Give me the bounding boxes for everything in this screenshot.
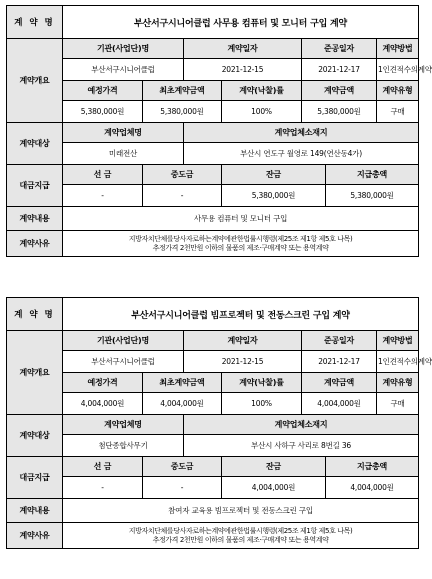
balance-value: 4,004,000원 [222, 477, 326, 499]
payment-label: 대금지급 [7, 165, 63, 207]
contract-date-value: 2021-12-15 [184, 59, 302, 81]
reason-line-2: 추정가격 2천만원 이하의 물품의 제조·구매계약 또는 용역계약 [152, 243, 329, 252]
estimated-price-header: 예정가격 [63, 373, 143, 393]
overview-label: 계약개요 [7, 39, 63, 123]
reason-value [63, 231, 419, 257]
contract-type-value: 구매 [377, 101, 419, 123]
contract-method-value: 1인견적수의계약 [377, 351, 419, 373]
vendor-address-header: 계약업체소재지 [184, 123, 419, 143]
agency-header: 기관(사업단)명 [63, 331, 184, 351]
target-label: 계약대상 [7, 415, 63, 457]
vendor-address-header: 계약업체소재지 [184, 415, 419, 435]
completion-date-value: 2021-12-17 [302, 59, 377, 81]
estimated-price-header: 예정가격 [63, 81, 143, 101]
interim-value: - [143, 185, 222, 207]
contract-amount-header: 계약금액 [302, 81, 377, 101]
balance-header: 잔금 [222, 165, 326, 185]
advance-header: 선 금 [63, 165, 143, 185]
completion-date-header: 준공일자 [302, 39, 377, 59]
contract-date-value: 2021-12-15 [184, 351, 302, 373]
advance-header: 선 금 [63, 457, 143, 477]
contract-type-value: 구매 [377, 393, 419, 415]
reason-label: 계약사유 [7, 523, 63, 549]
vendor-name-header: 계약업체명 [63, 415, 184, 435]
interim-header: 중도금 [143, 457, 222, 477]
content-value: 참여자 교육용 빔프로젝터 및 전동스크린 구입 [63, 499, 419, 523]
reason-line-1: 지방자치단체를당사자로하는계약에관한법률시행령(제25조 제1항 제5호 나목) [128, 526, 353, 535]
initial-amount-header: 최초계약금액 [143, 81, 222, 101]
agency-header: 기관(사업단)명 [63, 39, 184, 59]
advance-value: - [63, 477, 143, 499]
payment-label: 대금지급 [7, 457, 63, 499]
vendor-address-value: 부산시 사하구 사리로 8번길 36 [184, 435, 419, 457]
reason-line-2: 추정가격 2천만원 이하의 물품의 제조·구매계약 또는 용역계약 [152, 535, 329, 544]
contract-rate-value: 100% [222, 101, 302, 123]
balance-header: 잔금 [222, 457, 326, 477]
completion-date-header: 준공일자 [302, 331, 377, 351]
contract-name-label: 계 약 명 [7, 298, 63, 331]
overview-label: 계약개요 [7, 331, 63, 415]
contract-amount-value: 5,380,000원 [302, 101, 377, 123]
contract-amount-header: 계약금액 [302, 373, 377, 393]
contract-rate-value: 100% [222, 393, 302, 415]
vendor-name-header: 계약업체명 [63, 123, 184, 143]
total-paid-header: 지급총액 [326, 165, 419, 185]
balance-value: 5,380,000원 [222, 185, 326, 207]
agency-value: 부산서구시니어클럽 [63, 59, 184, 81]
content-value: 사무용 컴퓨터 및 모니터 구입 [63, 207, 419, 231]
contract-name-label: 계 약 명 [7, 6, 63, 39]
completion-date-value: 2021-12-17 [302, 351, 377, 373]
contract-method-header: 계약방법 [377, 331, 419, 351]
agency-value: 부산서구시니어클럽 [63, 351, 184, 373]
estimated-price-value: 4,004,000원 [63, 393, 143, 415]
reason-line-1: 지방자치단체를당사자로하는계약에관한법률시행령(제25조 제1항 제5호 나목) [128, 234, 353, 243]
contract-type-header: 계약유형 [377, 81, 419, 101]
initial-amount-value: 4,004,000원 [143, 393, 222, 415]
vendor-name-value: 미래전산 [63, 143, 184, 165]
contract-rate-header: 계약(낙찰)률 [222, 81, 302, 101]
contract-date-header: 계약일자 [184, 331, 302, 351]
content-label: 계약내용 [7, 499, 63, 523]
contract-table-1 [6, 5, 432, 257]
contract-name: 부산서구시니어클럽 빔프로젝터 및 전동스크린 구입 계약 [63, 298, 419, 331]
total-paid-header: 지급총액 [326, 457, 419, 477]
contract-type-header: 계약유형 [377, 373, 419, 393]
total-paid-value: 5,380,000원 [326, 185, 419, 207]
initial-amount-header: 최초계약금액 [143, 373, 222, 393]
content-label: 계약내용 [7, 207, 63, 231]
contract-amount-value: 4,004,000원 [302, 393, 377, 415]
target-label: 계약대상 [7, 123, 63, 165]
contract-name: 부산서구시니어클럽 사무용 컴퓨터 및 모니터 구입 계약 [63, 6, 419, 39]
vendor-name-value: 첨단종합사무기 [63, 435, 184, 457]
contract-rate-header: 계약(낙찰)률 [222, 373, 302, 393]
vendor-address-value: 부산시 연도구 월영로 149(연산동4가) [184, 143, 419, 165]
reason-value [63, 523, 419, 549]
reason-label: 계약사유 [7, 231, 63, 257]
contract-method-header: 계약방법 [377, 39, 419, 59]
estimated-price-value: 5,380,000원 [63, 101, 143, 123]
interim-value: - [143, 477, 222, 499]
initial-amount-value: 5,380,000원 [143, 101, 222, 123]
contract-date-header: 계약일자 [184, 39, 302, 59]
interim-header: 중도금 [143, 165, 222, 185]
advance-value: - [63, 185, 143, 207]
contract-table-2 [6, 297, 432, 549]
contract-method-value: 1인견적수의계약 [377, 59, 419, 81]
total-paid-value: 4,004,000원 [326, 477, 419, 499]
